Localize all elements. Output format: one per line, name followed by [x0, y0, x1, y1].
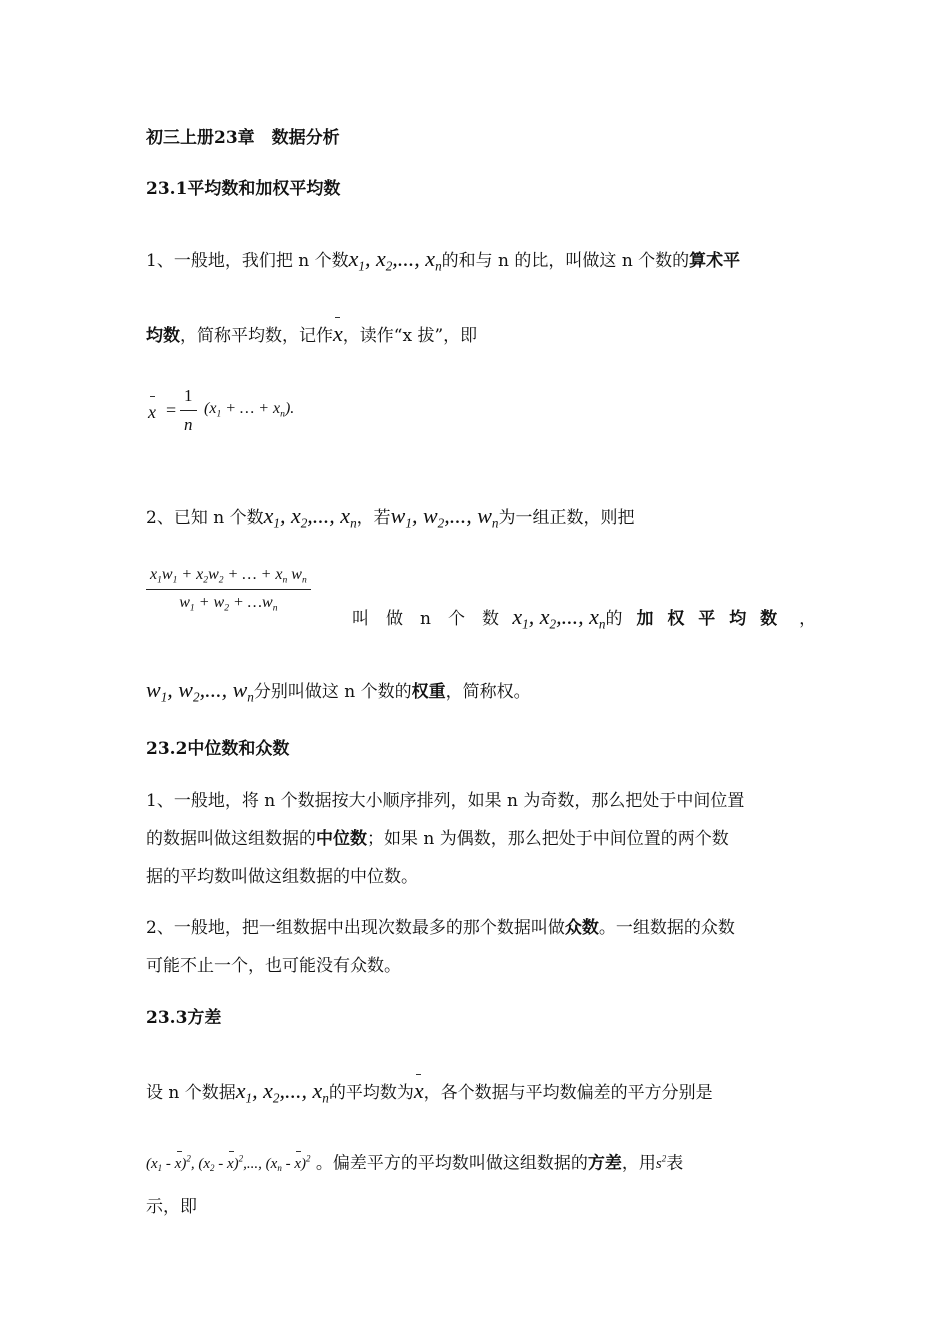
s-squared-symbol: $s^2$	[655, 1154, 667, 1173]
text: 的数据叫做这组数据的	[146, 829, 316, 849]
text: 表	[666, 1153, 684, 1174]
page-title: 初三上册23章 数据分析	[146, 128, 340, 148]
text: 分别叫做这 n 个数的	[253, 682, 412, 702]
variance-para-line-1	[146, 1080, 713, 1105]
deviation-squares-formula: $(x_1 - x)^2$, $(x_2 - x)^2$,..., $(x_n - x)^2$	[146, 1154, 311, 1174]
text: 2、已知 n 个数	[146, 508, 264, 528]
term-weight: 权重	[411, 682, 446, 702]
text: ，	[799, 609, 817, 629]
fraction-1-over-n: $\frac{1}{n}$	[180, 386, 197, 435]
paragraph-3	[146, 679, 531, 704]
variance-para-line-3: 示，即	[146, 1197, 197, 1217]
paragraph-2-line-2	[352, 606, 816, 631]
text: ，简称平均数，记作	[180, 326, 333, 346]
text: 的平均数为	[328, 1083, 414, 1103]
median-para-line-2	[146, 831, 729, 848]
section-heading-23-1: 23.1平均数和加权平均数	[146, 179, 341, 199]
w-sequence-formula: $w_1$, $w_2$,..., $w_n$	[390, 503, 499, 531]
text: ，若	[356, 508, 391, 528]
equals-sign: =	[166, 400, 177, 420]
term-mode: 众数	[564, 918, 599, 938]
text: ，用	[621, 1153, 656, 1174]
section-heading-23-3: 23.3方差	[146, 1008, 222, 1028]
term-arithmetic-mean-end: 均数	[146, 326, 180, 346]
mode-para-line-2: 可能不止一个，也可能没有众数。	[146, 956, 401, 976]
mean-formula	[146, 386, 326, 436]
text: 叫 做 n 个 数	[352, 609, 499, 629]
paragraph-1-line-2	[146, 323, 477, 345]
x-bar: x	[148, 402, 156, 422]
text: ，各个数据与平均数偏差的平方分别是	[423, 1083, 713, 1103]
x-bar-symbol: x	[413, 1078, 424, 1103]
text: 1、一般地，我们把 n 个数	[146, 251, 349, 271]
x-sequence-formula: $x_1$, $x_2$,..., $x_n$	[512, 604, 606, 632]
text: 。一组数据的众数	[598, 918, 735, 938]
sum-expression: ($x_1$ + … + $x_n$).	[204, 400, 295, 420]
median-para-line-1: 1、一般地，将 n 个数据按大小顺序排列，如果 n 为奇数，那么把处于中间位置	[146, 791, 745, 811]
text: 的和与 n 的比，叫做这 n 个数的	[441, 251, 690, 271]
x-sequence-formula: $x_1$, $x_2$,..., $x_n$	[348, 246, 442, 274]
weighted-mean-formula: $\frac{x_1w_1 + x_2w_2 + \dots + x_n w_n}{w_1 + w_2 + \dots w_n}$	[146, 566, 311, 614]
w-sequence-formula: $w_1$, $w_2$,..., $w_n$	[146, 677, 254, 705]
text: ，读作“x 拔”，即	[342, 326, 478, 346]
text: ，简称权。	[445, 682, 531, 702]
section-heading-23-2: 23.2中位数和众数	[146, 739, 290, 759]
term-variance: 方差	[587, 1153, 622, 1174]
term-weighted-mean: 加 权 平 均 数	[636, 609, 782, 629]
x-sequence-formula: $x_1$, $x_2$,..., $x_n$	[235, 1078, 329, 1106]
term-arithmetic-mean: 算术平	[689, 251, 741, 271]
text: 设 n 个数据	[146, 1083, 236, 1103]
text: 2、一般地，把一组数据中出现次数最多的那个数据叫做	[146, 918, 565, 938]
text: 。偏差平方的平均数叫做这组数据的	[315, 1153, 588, 1174]
mode-para-line-1	[146, 920, 735, 937]
x-sequence-formula: $x_1$, $x_2$,..., $x_n$	[263, 503, 357, 531]
paragraph-2-line-1	[146, 505, 635, 530]
term-median: 中位数	[316, 829, 367, 849]
median-para-line-3: 据的平均数叫做这组数据的中位数。	[146, 867, 418, 887]
paragraph-1-line-1	[146, 248, 740, 273]
text: ；如果 n 为偶数，那么把处于中间位置的两个数	[367, 829, 729, 849]
variance-para-line-2	[146, 1155, 683, 1173]
x-bar-symbol: x	[333, 321, 343, 346]
text: 为一组正数，则把	[498, 508, 635, 528]
text: 的	[605, 609, 623, 629]
